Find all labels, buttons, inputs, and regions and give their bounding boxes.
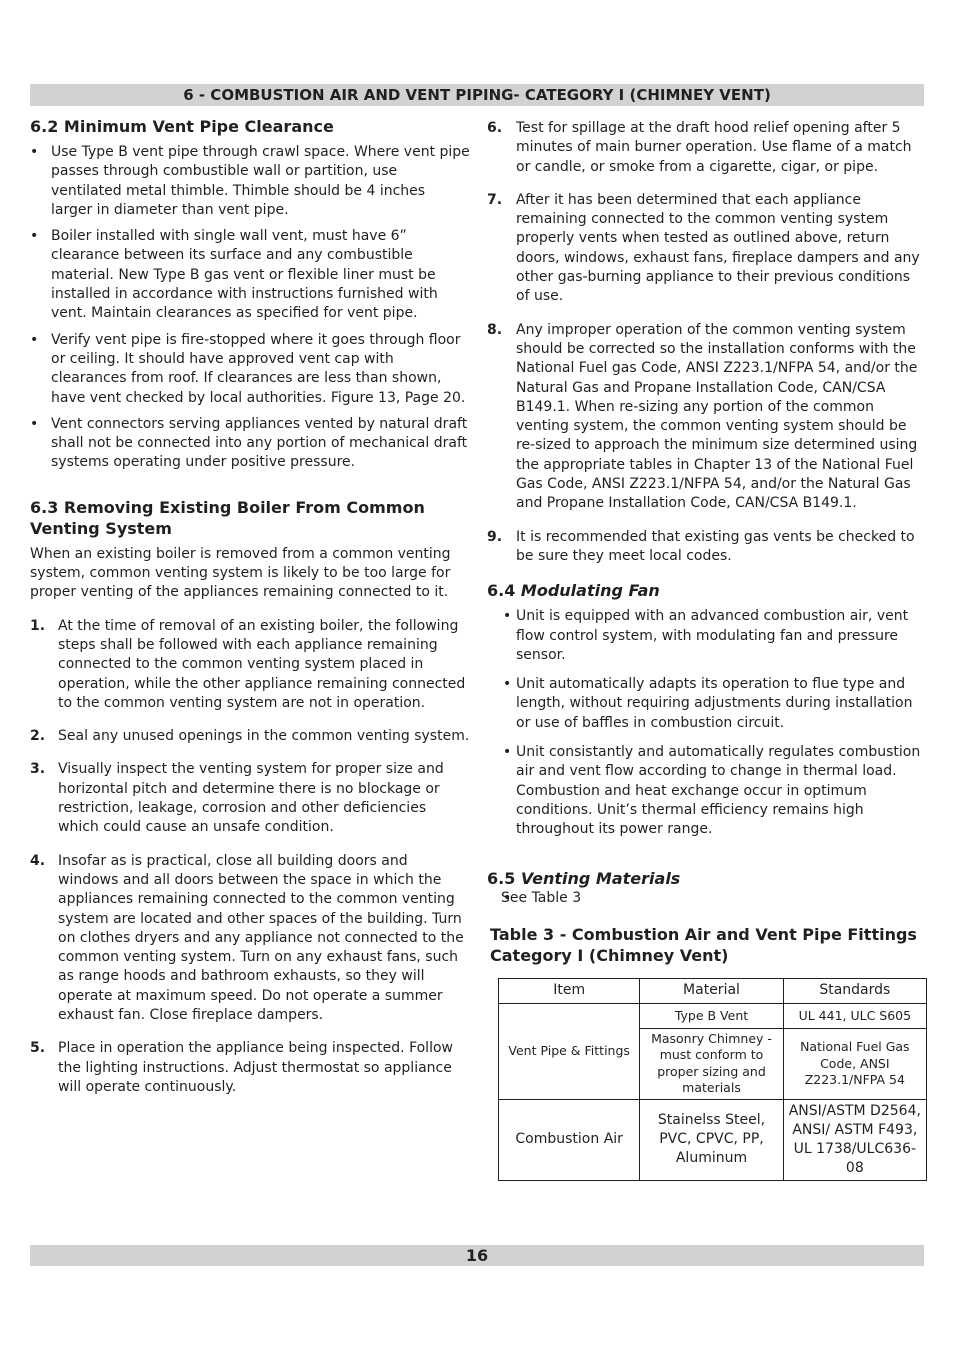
column-header-standards: Standards (783, 978, 926, 1003)
list-item: • Use Type B vent pipe through crawl space. Where vent pipe passes through combustible wall or partition, use ventilated metal thimble. Thimble should be 4 inches larger in diameter than vent pipe. (30, 143, 470, 220)
step-number: 6. (487, 120, 503, 136)
step-item (487, 191, 927, 307)
list-item: • Unit consistantly and automatically regulates combustion air and vent flow according to change in thermal load. Combustion and heat exchange occur in optimum conditions. Unit’s thermal efficiency remains high throughout its power range. (487, 743, 927, 839)
steps-list-left (30, 617, 470, 1098)
table-row (499, 1099, 927, 1180)
step-item (30, 1039, 470, 1097)
step-item (487, 119, 927, 177)
left-column (30, 116, 470, 1111)
standard-cell: UL 441, ULC S605 (783, 1003, 926, 1028)
step-text: Visually inspect the venting system for proper size and horizontal pitch and determine there is no blockage or restriction, leakage, corrosion and other deficiencies which could cause an unsafe condition. (58, 761, 444, 836)
step-text: Seal any unused openings in the common venting system. (58, 728, 470, 745)
step-number: 5. (30, 1040, 46, 1057)
page-number: 16 (30, 1245, 924, 1266)
section-6-3-intro: When an existing boiler is removed from a common venting system, common venting system is likely to be too large for proper venting of the appliances remaining connected to it. (30, 545, 451, 601)
section-6-3-heading: 6.3 Removing Existing Boiler From Common Venting System (30, 497, 425, 538)
section-6-4-title: Modulating Fan (520, 581, 660, 601)
step-item (487, 321, 927, 514)
step-item (30, 727, 470, 746)
list-item: • Unit is equipped with an advanced combustion air, vent flow control system, with modulating fan and pressure sensor. (487, 607, 927, 665)
section-6-5-number: 6.5 (487, 868, 516, 888)
step-number: 9. (487, 528, 503, 545)
right-column (487, 119, 927, 1181)
step-text: It is recommended that existing gas vents be checked to be sure they meet local codes. (516, 528, 915, 564)
table-header-row (499, 978, 927, 1003)
list-item: • Boiler installed with single wall vent, must have 6” clearance between its surface and any combustible material. New Type B gas vent or flexible liner must be installed in accordance with instructions furnished with vent. Maintain clearances as specified for vent pipe. (30, 227, 470, 323)
step-text: Any improper operation of the common venting system should be corrected so the installation conforms with the National Fuel gas Code, ANSI Z223.1/NFPA 54, and/or the Natural Gas and Propane Installation Code, CAN/CSA B149.1. When re-sizing any portion of the common venting system, the common venting system should be re-sized to approach the minimum size determined using the appropriate tables in Chapter 13 of the National Fuel Gas Code, ANSI Z223.1/NFPA 54, and/or the Natural Gas and Propane Installation Code, CAN/CSA B149.1. (516, 321, 918, 512)
section-6-5-list (487, 889, 927, 908)
step-text: At the time of removal of an existing boiler, the following steps shall be followed with each appliance remaining connected to the common venting system placed in operation, while the other appliance remaining connected to the common venting system are not in operation. (58, 617, 466, 711)
column-header-item: Item (499, 978, 640, 1003)
list-item (487, 889, 927, 908)
section-6-4-list (487, 607, 927, 839)
section-6-2-heading: 6.2 Minimum Vent Pipe Clearance (30, 117, 334, 136)
step-item (30, 760, 470, 837)
list-item: • Vent connectors serving appliances vented by natural draft shall not be connected into any portion of mechanical draft systems operating under positive pressure. (30, 415, 470, 473)
step-number: 4. (30, 852, 46, 869)
step-text: Insofar as is practical, close all building doors and windows and all doors between the space in which the appliances remaining connected to the common venting system are located and other spaces of the building. Turn on clothes dryers and any appliance not connected to the common venting system. Turn on any exhaust fans, such as range hoods and bathroom exhausts, so they will operate at maximum speed. Do not operate a summer exhaust fan. Close fireplace dampers. (58, 852, 464, 1023)
section-6-4-number: 6.4 (487, 581, 516, 601)
list-item: • Verify vent pipe is fire-stopped where it goes through floor or ceiling. It should have approved vent cap with clearances from roof. If clearances are less than shown, have vent checked by local authorities. Figure 13, Page 20. (30, 331, 470, 408)
vent-item-cell: Vent Pipe & Fittings (499, 1003, 640, 1099)
fittings-table (498, 978, 927, 1181)
step-number: 1. (30, 617, 46, 634)
step-text: Place in operation the appliance being inspected. Follow the lighting instructions. Adjust thermostat so appliance will operate continuously. (58, 1040, 453, 1095)
standard-cell: National Fuel Gas Code, ANSI Z223.1/NFPA 54 (783, 1028, 926, 1099)
see-table-text: See Table 3 (501, 889, 582, 906)
step-text: After it has been determined that each appliance remaining connected to the common venting system properly vents when tested as outlined above, return doors, windows, exhaust fans, fireplace dampers and any other gas-burning appliance to their previous conditions of use. (516, 191, 920, 305)
table-3-title: Table 3 - Combustion Air and Vent Pipe Fittings Category I (Chimney Vent) (490, 924, 917, 965)
table-row (499, 1003, 927, 1028)
step-number: 3. (30, 761, 46, 778)
step-number: 7. (487, 191, 503, 208)
step-item (30, 617, 470, 713)
section-6-5-heading (487, 868, 927, 889)
section-6-2-list (30, 143, 470, 473)
standard-cell: ANSI/ASTM D2564, ANSI/ ASTM F493, UL 1738/ULC636-08 (783, 1099, 926, 1180)
steps-list-right (487, 119, 927, 566)
section-header: 6 - COMBUSTION AIR AND VENT PIPING- CATEGORY I (CHIMNEY VENT) (30, 84, 924, 106)
step-text: Test for spillage at the draft hood relief opening after 5 minutes of main burner operation. Use flame of a match or candle, or smoke from a cigarette, cigar, or pipe. (516, 120, 912, 175)
list-item: • Unit automatically adapts its operation to flue type and length, without requiring adjustments during installation or use of baffles in combustion circuit. (487, 675, 927, 733)
air-item-cell: Combustion Air (499, 1099, 640, 1180)
section-6-5-title: Venting Materials (520, 868, 681, 888)
column-header-material: Material (640, 978, 783, 1003)
section-6-4-heading (487, 580, 927, 601)
step-item (30, 852, 470, 1026)
step-number: 8. (487, 321, 503, 338)
step-number: 2. (30, 728, 46, 745)
material-cell: Masonry Chimney - must conform to proper sizing and materials (640, 1028, 783, 1099)
material-cell: Type B Vent (640, 1003, 783, 1028)
material-cell: Stainelss Steel, PVC, CPVC, PP, Aluminum (640, 1099, 783, 1180)
step-item (487, 528, 927, 567)
